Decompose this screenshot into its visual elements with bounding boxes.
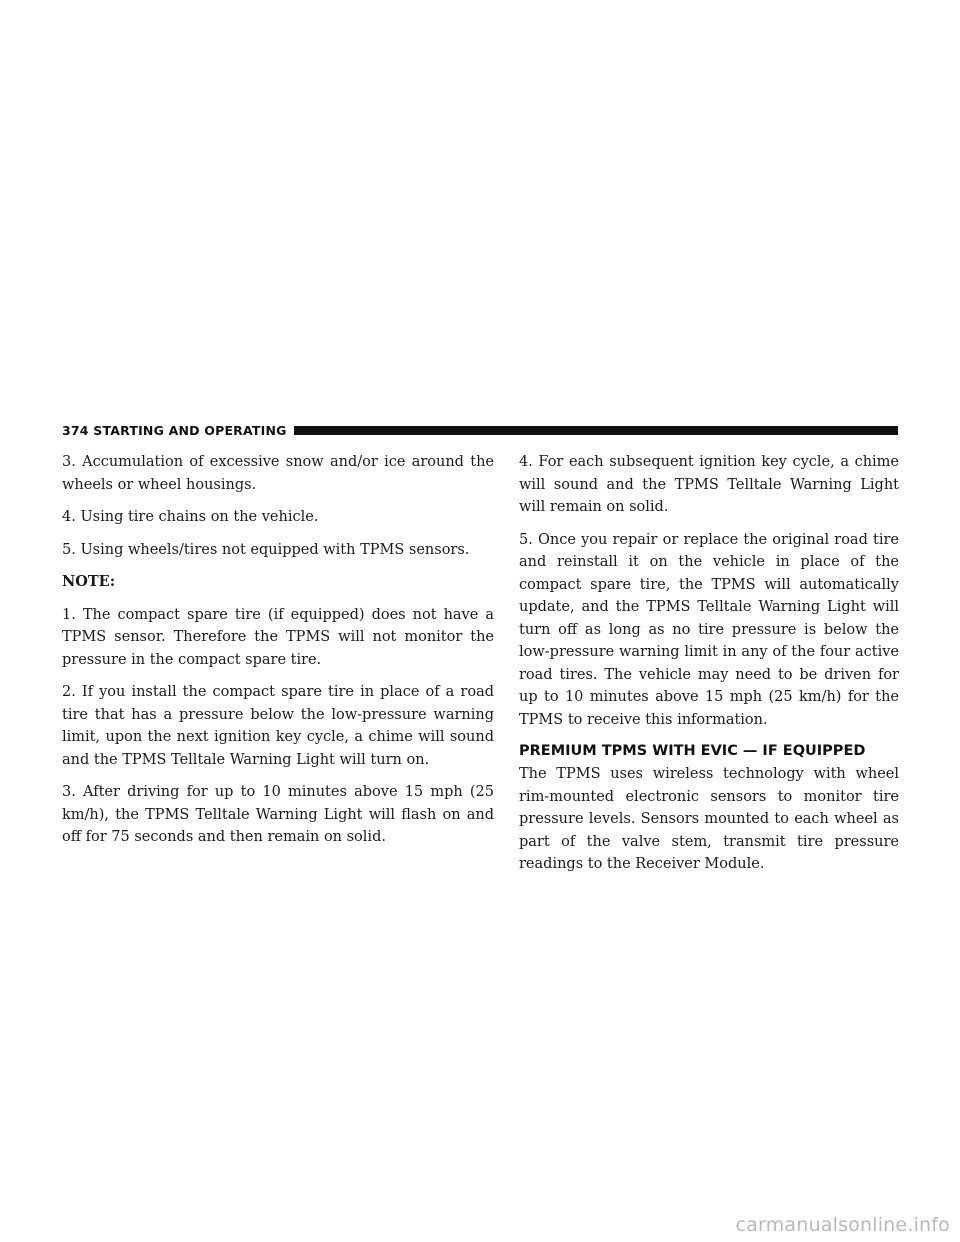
list-item: 2. If you install the compact spare tire in place of a road tire that has a pressure below the low-pressure warning limit, upon the next ignition key cycle, a chime will sound and the TPMS Telltale Warning Light will turn on.: [62, 684, 494, 768]
body-paragraph: The TPMS uses wireless technology with wheel rim-mounted electronic sensors to monitor tire pressure levels. Sensors mounted to each wheel as part of the valve stem, transmit tire pressure readings to the Receiver Module.: [519, 766, 899, 872]
page-number-and-section: 374 STARTING AND OPERATING: [62, 422, 287, 438]
section-heading: PREMIUM TPMS WITH EVIC — IF EQUIPPED: [519, 743, 866, 759]
list-item: 5. Once you repair or replace the original road tire and reinstall it on the vehicle in place of the compact spare tire, the TPMS will automatically update, and the TPMS Telltale Warning Light will turn off as long as no tire pressure is below the low-pressure warning limit in any of the four active road tires. The vehicle may need to be driven for up to 10 minutes above 15 mph (25 km/h) for the TPMS to receive this information.: [519, 531, 899, 728]
list-item: 3. After driving for up to 10 minutes above 15 mph (25 km/h), the TPMS Telltale Warning Light will flash on and off for 75 seconds and then remain on solid.: [62, 784, 494, 845]
note-label: NOTE:: [62, 573, 116, 590]
right-column: [519, 451, 899, 886]
list-item: 4. Using tire chains on the vehicle.: [62, 509, 319, 525]
list-item: 5. Using wheels/tires not equipped with TPMS sensors.: [62, 541, 470, 558]
watermark: carmanualsonline.info: [735, 1214, 950, 1236]
list-item: 4. For each subsequent ignition key cycle, a chime will sound and the TPMS Telltale Warning Light will remain on solid.: [519, 454, 899, 515]
page-header: [62, 422, 898, 438]
left-column: [62, 451, 494, 859]
header-rule: [294, 426, 898, 435]
list-item: 1. The compact spare tire (if equipped) does not have a TPMS sensor. Therefore the TPMS will not monitor the pressure in the compact spare tire.: [62, 606, 494, 668]
list-item: 3. Accumulation of excessive snow and/or ice around the wheels or wheel housings.: [62, 454, 494, 493]
